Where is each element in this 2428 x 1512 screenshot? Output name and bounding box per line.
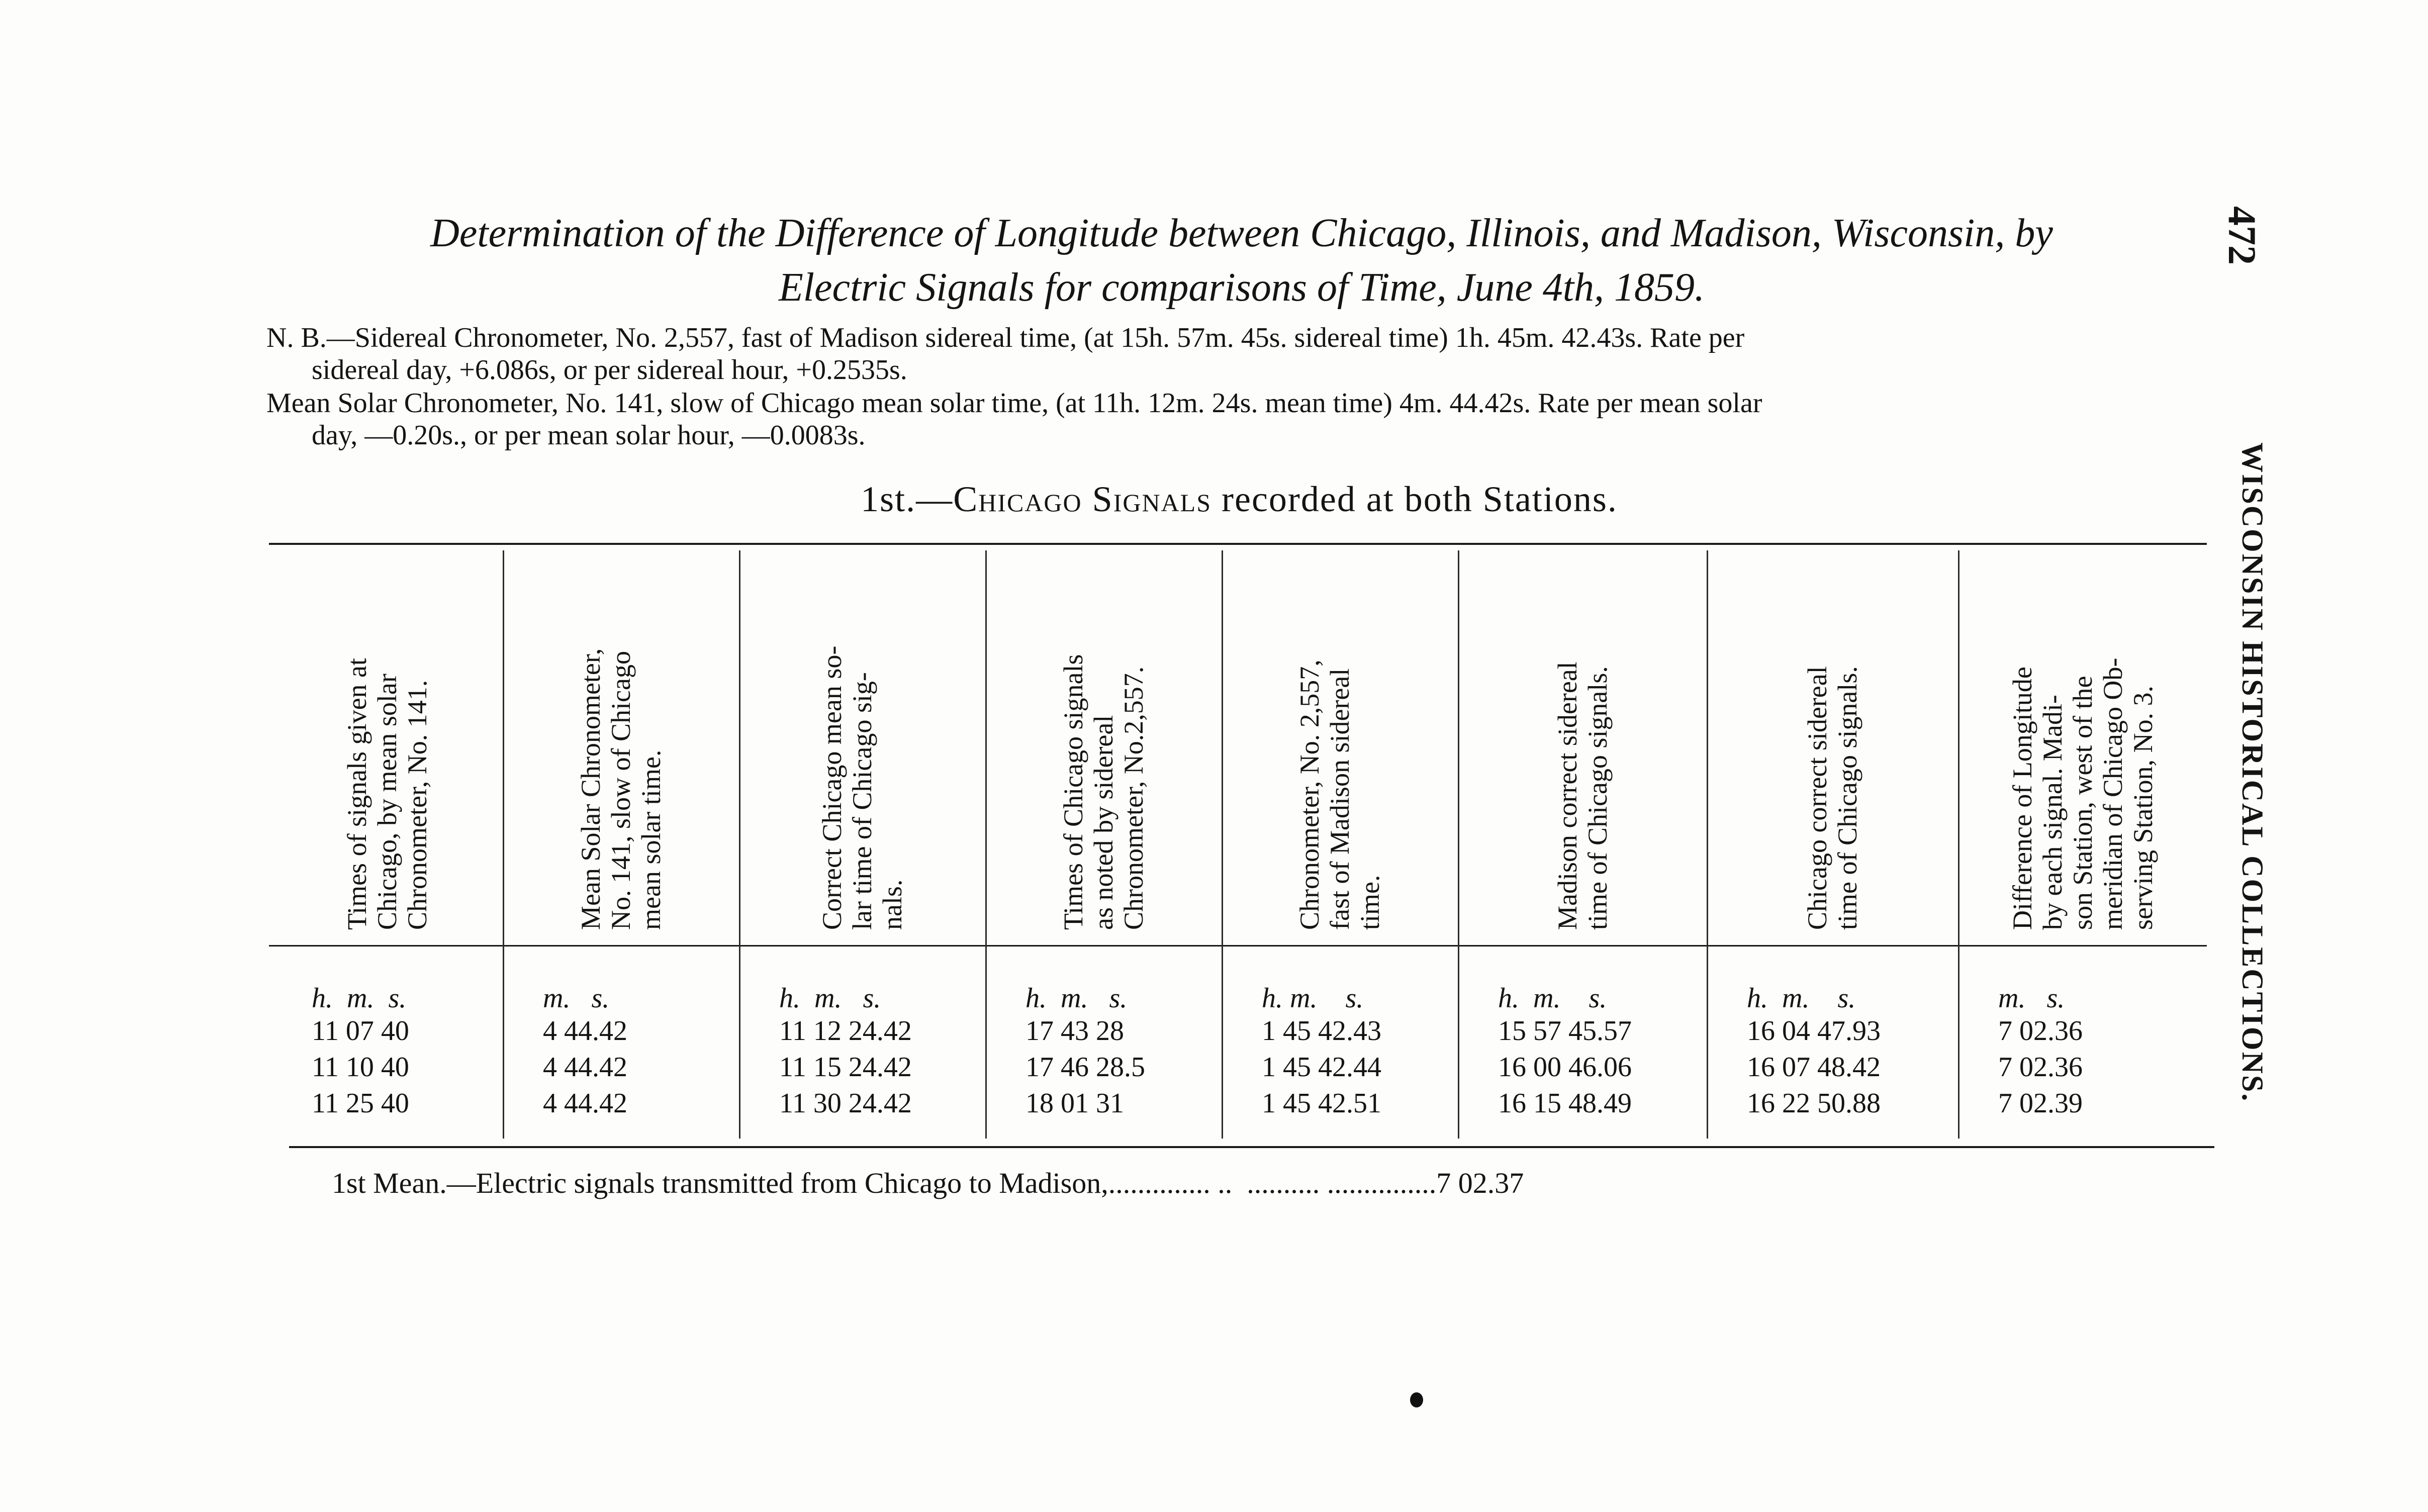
section-subheading xyxy=(266,479,2212,520)
table-cell: 18 01 31 xyxy=(1025,1088,1124,1119)
column-header-line: Chicago correct sidereal xyxy=(1802,666,1832,930)
column-divider xyxy=(739,550,740,1139)
unit-label: m. s. xyxy=(1998,983,2065,1014)
mean-solar-note-line-1: Mean Solar Chronometer, No. 141, slow of Chicago mean solar time, (at 11h. 12m. 24s. mean time) 4m. 44.42s. Rate per mean solar xyxy=(266,388,1762,419)
title-line-2: Electric Signals for comparisons of Time, June 4th, 1859. xyxy=(778,265,1705,310)
table-cell: 16 15 48.49 xyxy=(1498,1088,1632,1119)
table-top-rule xyxy=(269,543,2207,545)
column-divider xyxy=(1707,550,1708,1139)
table-cell: 11 12 24.42 xyxy=(779,1015,912,1047)
column-header-line: meridian of Chicago Ob- xyxy=(2097,657,2128,930)
table-cell: 1 45 42.43 xyxy=(1262,1015,1381,1047)
column-header-line: Chronometer, No. 2,557, xyxy=(1294,659,1325,930)
table-cell: 4 44.42 xyxy=(543,1015,627,1047)
column-divider xyxy=(1222,550,1223,1139)
column-header-line: mean solar time. xyxy=(636,749,666,930)
column-header-line: nals. xyxy=(877,879,907,930)
column-header-line: time of Chicago signals. xyxy=(1582,666,1613,930)
table-cell: 17 46 28.5 xyxy=(1025,1052,1145,1083)
table-cell: 11 30 24.42 xyxy=(779,1088,912,1119)
column-header-line: Times of signals given at xyxy=(342,657,372,930)
mean-solar-note-line-2: day, —0.20s., or per mean solar hour, —0.0083s. xyxy=(312,420,866,451)
column-divider xyxy=(985,550,987,1139)
column-header-line: Chicago, by mean solar xyxy=(372,674,402,930)
column-header-line: Difference of Longitude xyxy=(2007,667,2037,930)
page-number: 472 xyxy=(2220,206,2264,265)
mean-leaders: .............. .. .......... ............... xyxy=(1108,1167,1437,1199)
column-header-line: Madison correct sidereal xyxy=(1552,662,1582,930)
subheading-caps: Chicago Signals xyxy=(953,479,1212,519)
column-header-line: Mean Solar Chronometer, xyxy=(576,648,606,930)
unit-label: m. s. xyxy=(543,983,610,1014)
table-cell: 11 25 40 xyxy=(312,1088,409,1119)
table-cell: 11 07 40 xyxy=(312,1015,409,1047)
nb-note-line-2: sidereal day, +6.086s, or per sidereal hour, +0.2535s. xyxy=(312,354,907,386)
mean-solar-note xyxy=(266,387,2212,451)
column-header-line: Times of Chicago signals xyxy=(1058,654,1088,930)
mean-line xyxy=(332,1166,1524,1200)
table-cell: 7 02.39 xyxy=(1998,1088,2083,1119)
column-header-line: lar time of Chicago sig- xyxy=(847,672,877,930)
column-header-line: fast of Madison sidereal xyxy=(1325,668,1355,930)
column-header-line: serving Station, No. 3. xyxy=(2127,686,2158,930)
document-title xyxy=(266,206,2217,315)
column-header-line: time. xyxy=(1355,875,1385,930)
table-cell: 15 57 45.57 xyxy=(1498,1015,1632,1047)
column-header-line: No. 141, slow of Chicago xyxy=(606,651,636,930)
column-divider xyxy=(503,550,504,1139)
table-cell: 17 43 28 xyxy=(1025,1015,1124,1047)
table-cell: 1 45 42.51 xyxy=(1262,1088,1381,1119)
unit-label: h. m. s. xyxy=(1747,983,1856,1014)
column-header-line: Correct Chicago mean so- xyxy=(817,645,847,930)
mean-value: 7 02.37 xyxy=(1436,1167,1524,1199)
column-header-line: time of Chicago signals. xyxy=(1832,666,1862,930)
subheading-prefix: 1st.— xyxy=(861,479,954,519)
unit-label: h. m. s. xyxy=(779,983,881,1014)
column-header-line: Chronometer, No.2,557. xyxy=(1118,666,1149,930)
table-cell: 16 04 47.93 xyxy=(1747,1015,1881,1047)
column-header-line: son Station, west of the xyxy=(2067,676,2098,930)
running-head: WISCONSIN HISTORICAL COLLECTIONS. xyxy=(2236,442,2269,1103)
title-line-1: Determination of the Difference of Longitude between Chicago, Illinois, and Madison, Wisconsin, by xyxy=(430,211,2053,255)
unit-label: h. m. s. xyxy=(312,983,407,1014)
table-cell: 7 02.36 xyxy=(1998,1052,2083,1083)
column-header-line: Chronometer, No. 141. xyxy=(402,680,432,930)
mean-label: 1st Mean.—Electric signals transmitted from Chicago to Madison, xyxy=(332,1167,1108,1199)
table-cell: 16 22 50.88 xyxy=(1747,1088,1881,1119)
nb-note xyxy=(266,322,2212,386)
unit-label: h. m. s. xyxy=(1025,983,1128,1014)
column-divider xyxy=(1458,550,1459,1139)
table-cell: 16 07 48.42 xyxy=(1747,1052,1881,1083)
table-header-rule xyxy=(269,945,2207,947)
table-cell: 11 10 40 xyxy=(312,1052,409,1083)
unit-label: h. m. s. xyxy=(1262,983,1364,1014)
table-bottom-rule xyxy=(289,1146,2214,1148)
unit-label: h. m. s. xyxy=(1498,983,1607,1014)
table-cell: 4 44.42 xyxy=(543,1088,627,1119)
table-cell: 4 44.42 xyxy=(543,1052,627,1083)
column-header-line: by each signal. Madi- xyxy=(2037,695,2068,930)
column-header-line: as noted by sidereal xyxy=(1088,715,1118,930)
table-cell: 16 00 46.06 xyxy=(1498,1052,1632,1083)
table-cell: 11 15 24.42 xyxy=(779,1052,912,1083)
column-divider xyxy=(1958,550,1959,1139)
nb-note-line-1: N. B.—Sidereal Chronometer, No. 2,557, fast of Madison sidereal time, (at 15h. 57m. 45s. sidereal time) 1h. 45m. 42.43s. Rate per xyxy=(266,322,1745,353)
ink-speck xyxy=(1410,1392,1423,1407)
subheading-suffix: recorded at both Stations. xyxy=(1211,479,1618,519)
table-cell: 7 02.36 xyxy=(1998,1015,2083,1047)
table-cell: 1 45 42.44 xyxy=(1262,1052,1381,1083)
